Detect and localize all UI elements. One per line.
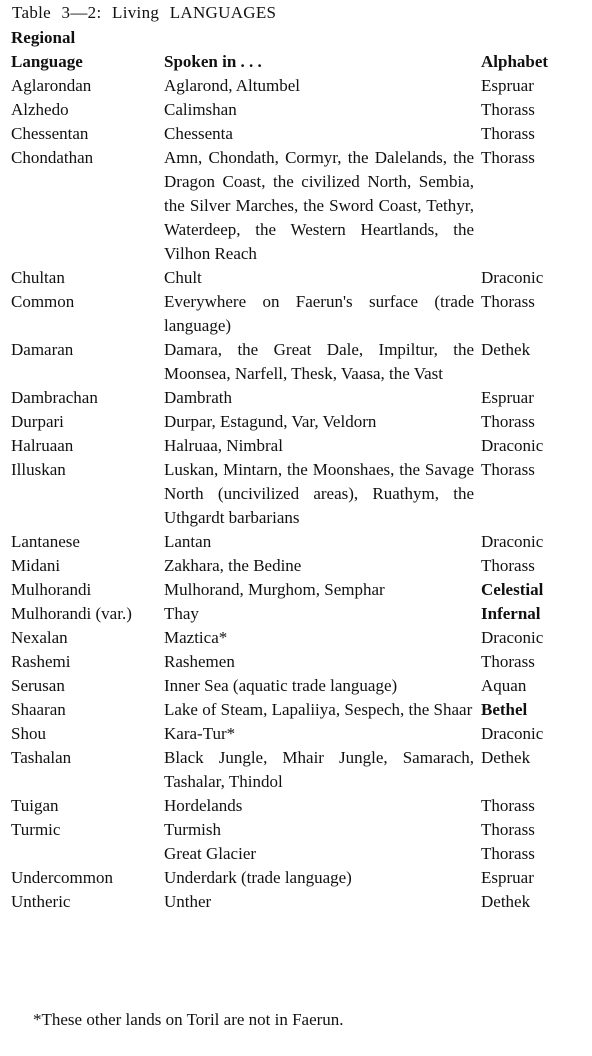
spoken-in-cell: Unther — [164, 892, 212, 911]
table-row — [0, 554, 592, 578]
language-cell: Aglarondan — [11, 76, 92, 95]
alphabet-cell: Thorass — [481, 796, 535, 815]
alphabet-cell: Infernal — [481, 604, 541, 623]
alphabet-cell: Thorass — [481, 292, 535, 311]
alphabet-cell: Draconic — [481, 436, 544, 455]
table-row — [0, 434, 592, 458]
spoken-in-cell: Calimshan — [164, 100, 237, 119]
table-row — [0, 674, 592, 698]
language-cell: Tuigan — [11, 796, 59, 815]
language-cell: Mulhorandi (var.) — [11, 604, 132, 623]
column-header-spoken-in: Spoken in . . . — [164, 52, 262, 71]
alphabet-cell: Thorass — [481, 460, 535, 479]
language-cell: Serusan — [11, 676, 65, 695]
language-cell: Shou — [11, 724, 46, 743]
spoken-in-cell: Amn, Chondath, Cormyr, the Dalelands, the Dragon Coast, the civilized North, Sembia, the Silver Marches, the Sword Coast, Tethyr, Waterdeep, the Western Heartlands, the Vilhon Reach — [164, 148, 474, 263]
table-row — [0, 266, 592, 290]
language-cell: Shaaran — [11, 700, 66, 719]
table-row — [0, 890, 592, 914]
table-row — [0, 746, 592, 794]
language-cell: Lantanese — [11, 532, 80, 551]
table-row — [0, 818, 592, 842]
table-row — [0, 146, 592, 266]
alphabet-cell: Espruar — [481, 76, 534, 95]
spoken-in-cell: Inner Sea (aquatic trade language) — [164, 676, 398, 695]
language-cell: Chondathan — [11, 148, 94, 167]
table-row — [0, 578, 592, 602]
alphabet-cell: Thorass — [481, 844, 535, 863]
spoken-in-cell: Dambrath — [164, 388, 232, 407]
spoken-in-cell: Luskan, Mintarn, the Moonshaes, the Savage North (uncivilized areas), Ruathym, the Uthgardt barbarians — [164, 460, 474, 527]
spoken-in-cell: Mulhorand, Murghom, Semphar — [164, 580, 385, 599]
alphabet-cell: Thorass — [481, 556, 535, 575]
alphabet-cell: Espruar — [481, 868, 534, 887]
spoken-in-cell: Zakhara, the Bedine — [164, 556, 302, 575]
alphabet-cell: Thorass — [481, 652, 535, 671]
language-cell: Untheric — [11, 892, 71, 911]
alphabet-cell: Thorass — [481, 124, 535, 143]
alphabet-cell: Draconic — [481, 532, 544, 551]
table-row — [0, 650, 592, 674]
spoken-in-cell: Halruaa, Nimbral — [164, 436, 283, 455]
alphabet-cell: Dethek — [481, 748, 531, 767]
language-cell: Damaran — [11, 340, 74, 359]
alphabet-cell: Celestial — [481, 580, 544, 599]
alphabet-cell: Bethel — [481, 700, 528, 719]
language-cell: Nexalan — [11, 628, 68, 647]
spoken-in-cell: Underdark (trade language) — [164, 868, 352, 887]
spoken-in-cell: Damara, the Great Dale, Impiltur, the Moonsea, Narfell, Thesk, Vaasa, the Vast — [164, 340, 474, 383]
table-row — [0, 842, 592, 866]
table-row — [0, 74, 592, 98]
spoken-in-cell: Everywhere on Faerun's surface (trade language) — [164, 292, 474, 335]
alphabet-cell: Thorass — [481, 100, 535, 119]
language-cell: Dambrachan — [11, 388, 98, 407]
spoken-in-cell: Great Glacier — [164, 844, 257, 863]
column-header-alphabet: Alphabet — [481, 52, 549, 71]
spoken-in-cell: Black Jungle, Mhair Jungle, Samarach, Tashalar, Thindol — [164, 748, 474, 791]
alphabet-cell: Dethek — [481, 892, 531, 911]
column-header-language: Regional Language — [11, 28, 83, 71]
spoken-in-cell: Durpar, Estagund, Var, Veldorn — [164, 412, 377, 431]
spoken-in-cell: Chult — [164, 268, 202, 287]
spoken-in-cell: Hordelands — [164, 796, 243, 815]
table-row — [0, 290, 592, 338]
alphabet-cell: Draconic — [481, 628, 544, 647]
spoken-in-cell: Lantan — [164, 532, 212, 551]
alphabet-cell: Dethek — [481, 340, 531, 359]
table-row — [0, 722, 592, 746]
alphabet-cell: Aquan — [481, 676, 527, 695]
spoken-in-cell: Aglarond, Altumbel — [164, 76, 300, 95]
spoken-in-cell: Thay — [164, 604, 199, 623]
table-row — [0, 410, 592, 434]
spoken-in-cell: Maztica* — [164, 628, 228, 647]
language-cell: Halruaan — [11, 436, 74, 455]
alphabet-cell: Espruar — [481, 388, 534, 407]
alphabet-cell: Thorass — [481, 820, 535, 839]
table-row — [0, 530, 592, 554]
language-cell: Mulhorandi — [11, 580, 92, 599]
spoken-in-cell: Kara-Tur* — [164, 724, 236, 743]
alphabet-cell: Thorass — [481, 148, 535, 167]
alphabet-cell: Thorass — [481, 412, 535, 431]
language-cell: Midani — [11, 556, 61, 575]
table-row — [0, 626, 592, 650]
table-row — [0, 338, 592, 386]
table-row — [0, 458, 592, 530]
spoken-in-cell: Lake of Steam, Lapaliiya, Sespech, the Shaar — [164, 700, 473, 719]
language-cell: Turmic — [11, 820, 61, 839]
table-row — [0, 794, 592, 818]
table-title: Table 3—2: Living LANGUAGES — [12, 3, 277, 22]
table-row — [0, 98, 592, 122]
spoken-in-cell: Rashemen — [164, 652, 235, 671]
languages-table-body — [0, 74, 592, 914]
table-row — [0, 122, 592, 146]
table-row — [0, 386, 592, 410]
language-cell: Durpari — [11, 412, 64, 431]
table-row — [0, 866, 592, 890]
alphabet-cell: Draconic — [481, 724, 544, 743]
language-cell: Rashemi — [11, 652, 71, 671]
language-cell: Illuskan — [11, 460, 66, 479]
language-cell: Undercommon — [11, 868, 113, 887]
table-row — [0, 698, 592, 722]
footnote: *These other lands on Toril are not in Faerun. — [33, 1010, 344, 1029]
alphabet-cell: Draconic — [481, 268, 544, 287]
language-cell: Chultan — [11, 268, 65, 287]
spoken-in-cell: Chessenta — [164, 124, 233, 143]
language-cell: Alzhedo — [11, 100, 69, 119]
spoken-in-cell: Turmish — [164, 820, 222, 839]
language-cell: Chessentan — [11, 124, 89, 143]
language-cell: Tashalan — [11, 748, 72, 767]
language-cell: Common — [11, 292, 75, 311]
table-row — [0, 602, 592, 626]
